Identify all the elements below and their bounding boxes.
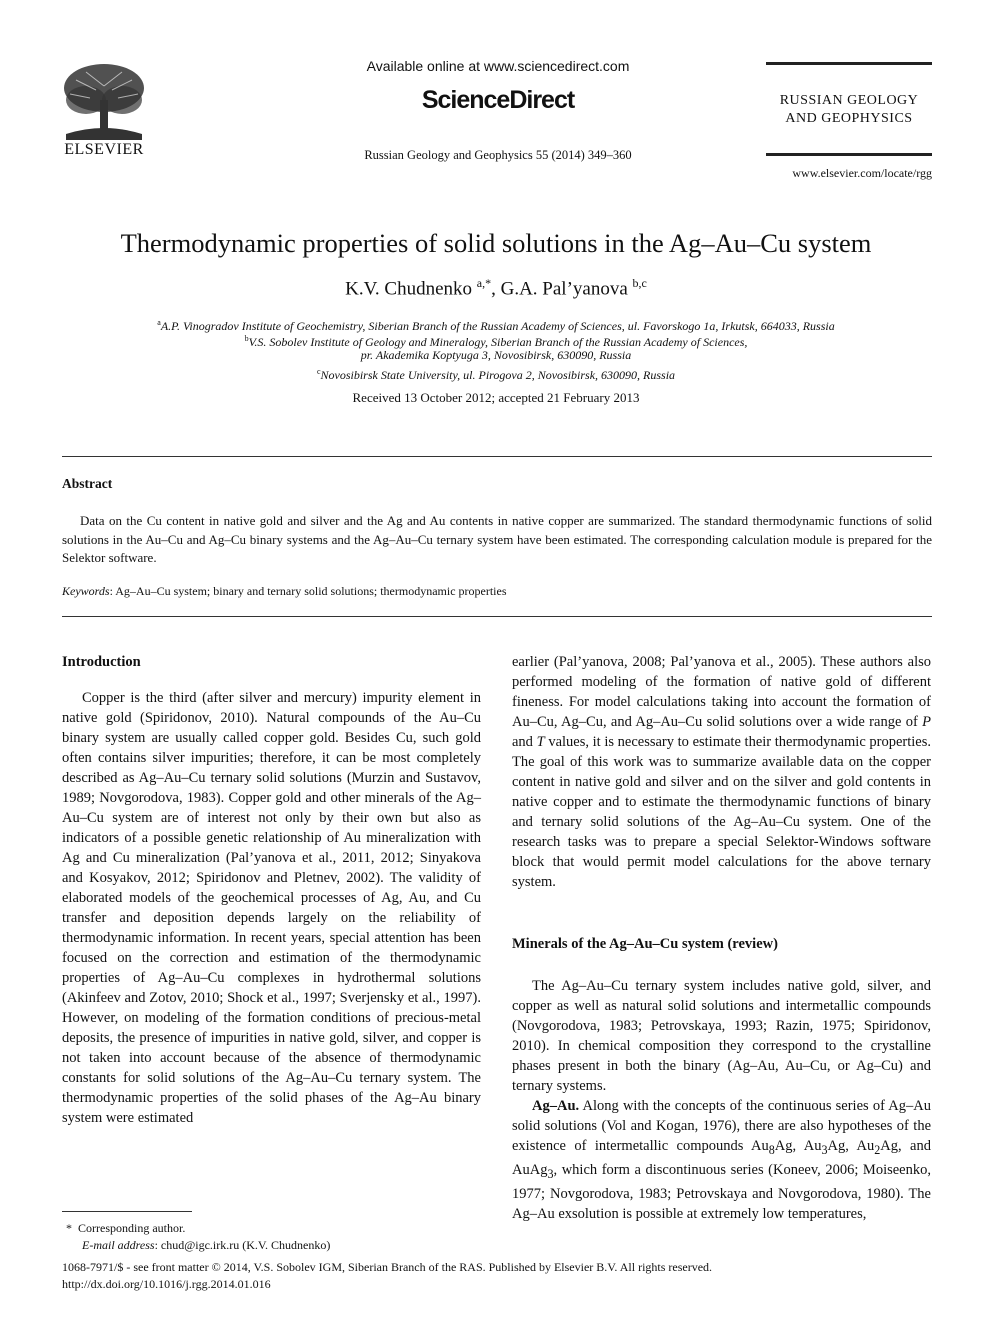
intro-paragraph-continued [512,652,931,892]
author-name[interactable]: G.A. Pal’yanova [500,278,628,300]
journal-rule-bottom [766,153,932,156]
journal-name-line2: AND GEOPHYSICS [785,111,913,126]
author-affiliation-mark: b,c [632,276,647,290]
journal-url[interactable]: www.elsevier.com/locate/rgg [792,166,932,180]
sciencedirect-logo[interactable]: ScienceDirect [421,86,575,114]
email-label: E-mail address [82,1238,155,1252]
text-run: values, it is necessary to estimate their thermodynamic properties. The goal of this work was to summarize available data on the copper content in native gold and silver and on the silver and gold contents in native copper and to estimate the thermodynamic functions of binary and ternary solid solutions of the Ag–Au–Cu system. One of the research tasks was to prepare a special Selektor-Windows software block that would permit model calculations for the above ternary system. [512,734,932,890]
section-heading-introduction: Introduction [62,654,141,670]
abstract-heading: Abstract [62,476,113,491]
article-title: Thermodynamic properties of solid solutions in the Ag–Au–Cu system [120,228,872,258]
text-run: Ag, Au [774,1138,822,1154]
subscript: 2 [874,1142,881,1157]
symbol-P: P [922,714,931,730]
footnote-rule [62,1211,192,1212]
minerals-paragraph: The Ag–Au–Cu ternary system includes native gold, silver, and copper as well as natural solid solutions and intermetallic compounds (Novgorodova, 1983; Petrovskaya, 1993; Razin, 1975; Spiridonov, 2010). In chemical composition they correspond to the crystalline phases present in both the binary (Ag–Au, Au–Cu, or Ag–Cu) and ternary systems. [512,978,931,1094]
available-online[interactable]: Available online at www.sciencedirect.com [366,58,630,74]
affiliation-b-line2: pr. Akademika Koptyuga 3, Novosibirsk, 630090, Russia [360,348,632,362]
affiliation-mark: c [316,367,321,376]
text-run: , which form a discontinuous series (Koneev, 2006; Moiseenko, 1977; Novgorodova, 1983; Petrovskaya and Novgorodova, 1980). The Ag–Au exsolution is possible at extremely low temperatures, [512,1161,931,1222]
text-run: earlier (Pal’yanova, 2008; Pal’yanova et al., 2005). These authors also performed modeling of the formation of native gold of different fineness. For model calculations taking into account the formation of Au–Cu, Ag–Cu, and Ag–Au–Cu solid solutions over a wide range of [512,654,931,730]
subscript: 3 [821,1142,828,1157]
abstract-rule-top [62,456,932,457]
affiliation-mark: b [244,334,249,343]
journal-name-line1: RUSSIAN GEOLOGY [779,93,919,108]
text-run: Along with the concepts of the continuous series of Ag–Au solid solutions (Vol and Kogan, 1976), there are also hypotheses of the existence of intermetallic compounds Au [512,1098,931,1154]
journal-citation: Russian Geology and Geophysics 55 (2014) 349–360 [364,148,632,162]
abstract-text: Data on the Cu content in native gold and silver and the Ag and Au contents in native copper are summarized. The standard thermodynamic functions of solid solutions in the Au–Cu and Ag–Cu binary systems and the Ag–Au–Cu ternary system have been estimated. The corresponding calculation module is prepared for the Selektor software. [62,513,932,565]
author-separator: , [491,278,501,300]
doi-link[interactable]: http://dx.doi.org/10.1016/j.rgg.2014.01.016 [62,1277,271,1291]
author-affiliation-mark: a,* [476,276,492,290]
email-address[interactable]: : chud@igc.irk.ru (K.V. Chudnenko) [154,1238,331,1252]
affiliation-text: A.P. Vinogradov Institute of Geochemistry, Siberian Branch of the Russian Academy of Sciences, ul. Favorskogo 1a, Irkutsk, 664033, Russia [160,319,835,333]
intro-paragraph: Copper is the third (after silver and mercury) impurity element in native gold (Spiridonov, 2010). Natural compounds of the Au–Cu binary system are usually called copper gold. Besides Cu, such gold often contains silver impurities; therefore, it can be most completely described as Ag–Au–Cu ternary solid solutions (Murzin and Sustavov, 1989; Novgorodova, 1983). Copper gold and other minerals of the Ag–Au–Cu system are of interest not only by their own but also as indicators of a possible genetic relationship of Au mineralization with Ag and Cu mineralization (Pal’yanova et al., 2011, 2012; Sinyakova and Kosyakov, 2012; Spiridonov and Pletnev, 2002). The validity of elaborated models of the geochemical processes of Ag, Au, and Cu transfer and deposition depends largely on the reliability of thermodynamic information. In recent years, special attention has been focused on the correction and estimation of the thermodynamic properties of Ag–Au–Cu complexes in hydrothermal solutions (Akinfeev and Zotov, 2010; Shock et al., 1997; Sverjensky et al., 1997). However, on modeling of the formation conditions of precious-metal deposits, the presence of impurities in native gold, silver, and copper is not taken into account because of the absence of thermodynamic constants for solid solutions of the Ag–Au–Cu ternary system. The thermodynamic properties of the solid phases of the Ag–Au binary system were estimated [62,690,481,1126]
corresponding-author-text: Corresponding author. [78,1221,186,1235]
affiliation-c [40,364,952,383]
publisher-name: ELSEVIER [64,141,144,158]
page-footer [62,1259,712,1293]
keywords-label: Keywords [62,584,110,598]
subscript: 8 [768,1142,775,1157]
ag-au-paragraph [512,1096,931,1224]
text-run: Ag, Au [827,1138,875,1154]
journal-rule-top [766,62,932,65]
copyright-line: 1068-7971/$ - see front matter © 2014, V.S. Sobolev IGM, Siberian Branch of the RAS. Published by Elsevier B.V. All rights reserved. [62,1260,713,1274]
affiliation-mark: a [157,318,161,327]
affiliation-text: Novosibirsk State University, ul. Pirogova 2, Novosibirsk, 630090, Russia [320,368,676,382]
journal-name [766,92,932,128]
keywords [62,584,932,599]
text-run: Ag, and AuAg [512,1138,931,1178]
section-heading-minerals: Minerals of the Ag–Au–Cu system (review) [512,936,778,952]
footnotes [62,1220,330,1254]
subscript: 3 [547,1166,554,1181]
symbol-T: T [536,734,545,750]
ag-au-label: Ag–Au. [532,1098,580,1114]
received-dates: Received 13 October 2012; accepted 21 February 2013 [352,390,640,405]
corresponding-author-note [62,1220,330,1237]
author-name[interactable]: K.V. Chudnenko [345,278,473,300]
text-run: and [512,734,537,750]
author-list [40,276,952,300]
affiliation-text: V.S. Sobolev Institute of Geology and Mineralogy, Siberian Branch of the Russian Academy of Sciences, [248,335,748,349]
abstract-rule-bottom [62,616,932,617]
column-right [512,652,931,1224]
footnote-star: * [66,1221,72,1235]
column-left [62,652,481,1128]
keywords-list: : Ag–Au–Cu system; binary and ternary solid solutions; thermodynamic properties [109,584,507,598]
email-note [62,1237,330,1254]
